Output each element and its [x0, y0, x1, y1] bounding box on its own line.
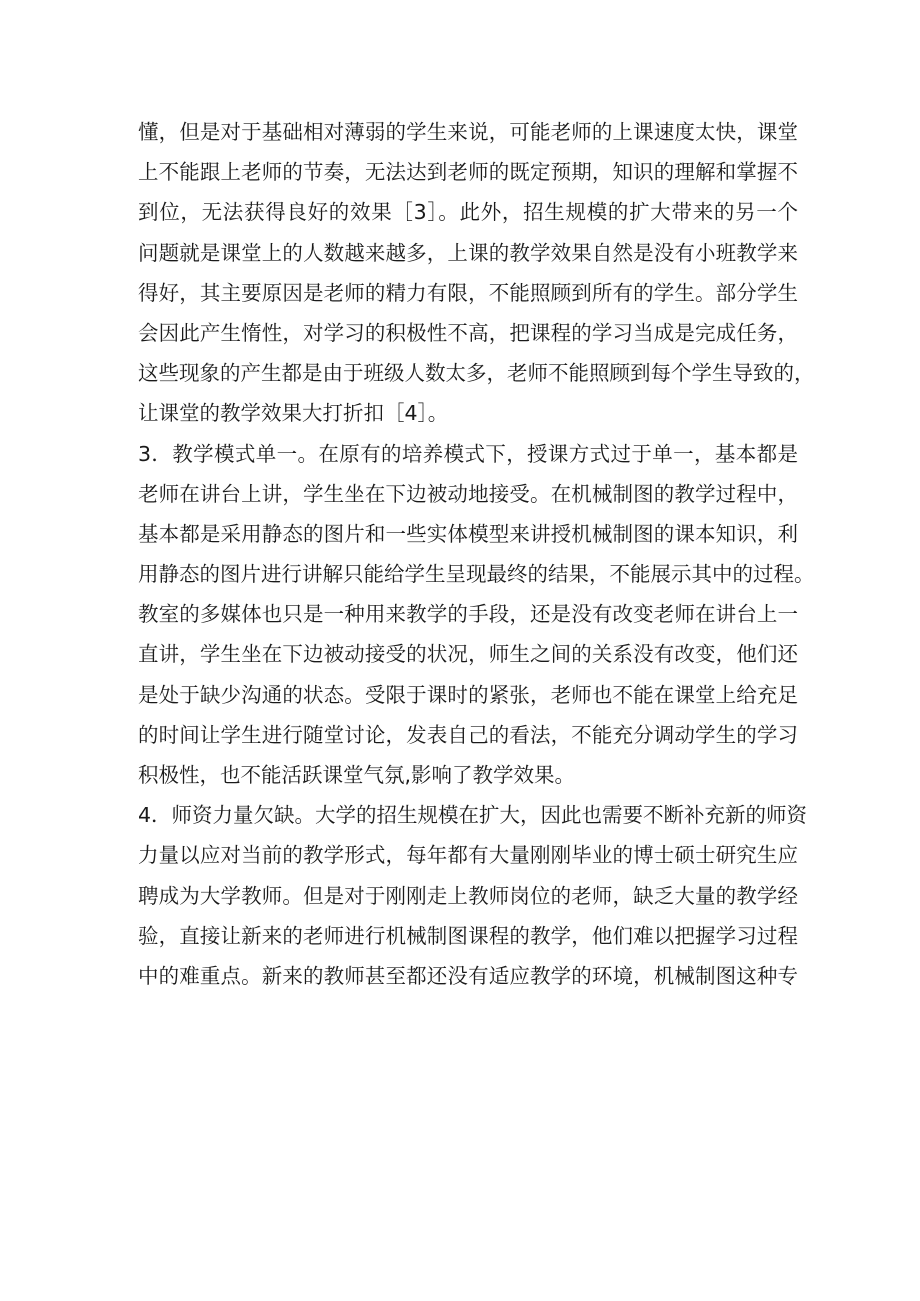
text-line: 基本都是采用静态的图片和一些实体模型来讲授机械制图的课本知识，利: [138, 521, 798, 546]
text-line: 力量以应对当前的教学形式，每年都有大量刚刚毕业的博士硕士研究生应: [138, 843, 798, 868]
text-line: 聘成为大学教师。但是对于刚刚走上教师岗位的老师，缺乏大量的教学经: [138, 883, 798, 908]
body-text: [138, 112, 815, 996]
text-line: 是处于缺少沟通的状态。受限于课时的紧张，老师也不能在课堂上给充足: [138, 682, 798, 707]
text-line: 老师在讲台上讲，学生坐在下边被动地接受。在机械制图的教学过程中，: [138, 481, 798, 506]
text-line: 会因此产生惰性，对学习的积极性不高，把课程的学习当成是完成任务，: [138, 320, 798, 345]
text-line: 懂，但是对于基础相对薄弱的学生来说，可能老师的上课速度太快，课堂: [138, 120, 798, 144]
text-line: 3．教学模式单一。在原有的培养模式下，授课方式过于单一，基本都是: [138, 441, 798, 466]
text-line: 这些现象的产生都是由于班级人数太多，老师不能照顾到每个学生导致的，: [138, 361, 815, 386]
text-line: 到位，无法获得良好的效果［3］。此外，招生规模的扩大带来的另一个: [138, 200, 798, 225]
text-line: 让课堂的教学效果大打折扣［4］。: [138, 401, 449, 426]
text-line: 的时间让学生进行随堂讨论，发表自己的看法，不能充分调动学生的学习: [138, 722, 798, 747]
text-line: 上不能跟上老师的节奏，无法达到老师的既定预期，知识的理解和掌握不: [138, 160, 798, 185]
text-line: 用静态的图片进行讲解只能给学生呈现最终的结果，不能展示其中的过程。: [138, 562, 815, 587]
text-line: 验，直接让新来的老师进行机械制图课程的教学，他们难以把握学习过程: [138, 923, 798, 948]
text-line: 问题就是课堂上的人数越来越多，上课的教学效果自然是没有小班教学来: [138, 240, 798, 265]
text-line: 积极性，也不能活跃课堂气氛,影响了教学效果。: [138, 763, 576, 787]
text-line: 直讲，学生坐在下边被动接受的状况，师生之间的关系没有改变，他们还: [138, 642, 798, 667]
text-line: 得好，其主要原因是老师的精力有限，不能照顾到所有的学生。部分学生: [138, 280, 798, 305]
text-line: 教室的多媒体也只是一种用来教学的手段，还是没有改变老师在讲台上一: [138, 602, 798, 627]
text-line: 4．师资力量欠缺。大学的招生规模在扩大，因此也需要不断补充新的师资: [138, 803, 808, 828]
text-line: 中的难重点。新来的教师甚至都还没有适应教学的环境，机械制图这种专: [138, 963, 798, 988]
